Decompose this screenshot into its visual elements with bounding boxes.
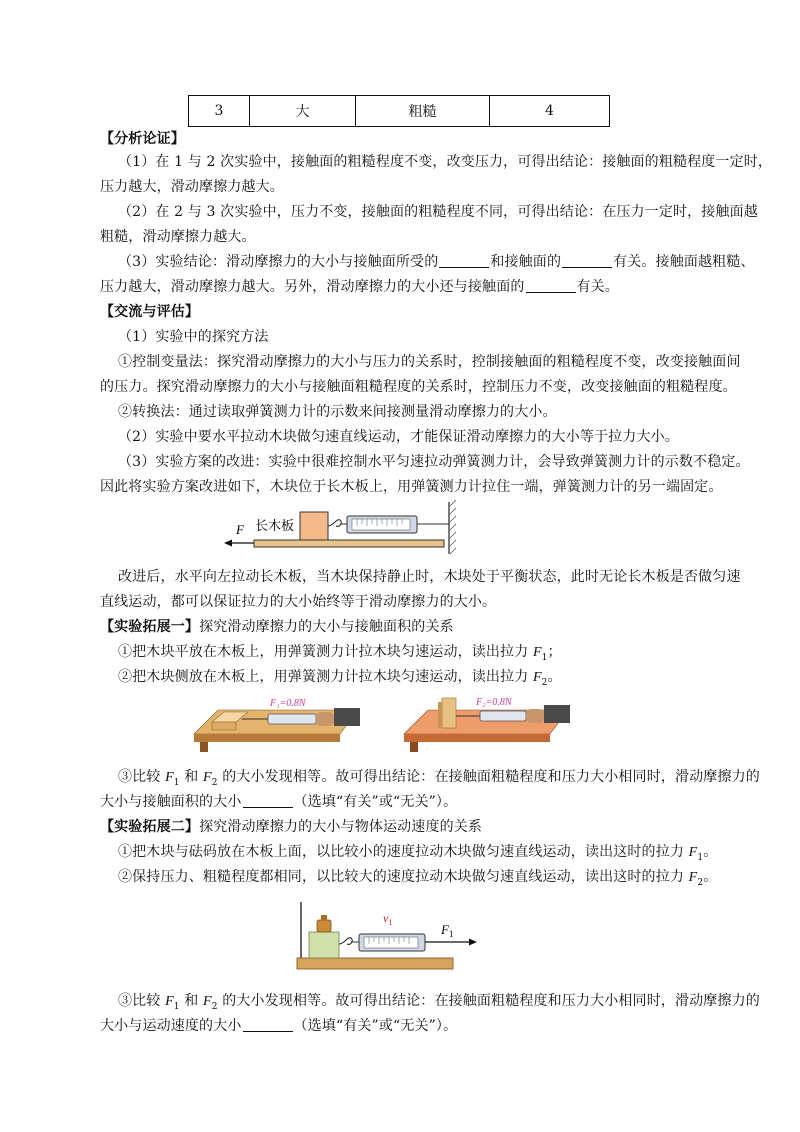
table-cell: 3	[189, 96, 250, 127]
board-label: 长木板	[255, 519, 295, 534]
subscript: 1	[173, 1001, 180, 1012]
variable: F	[532, 645, 542, 660]
variable: F	[165, 994, 174, 1009]
improved-apparatus-figure	[222, 498, 470, 558]
paragraph-line: （1）在 1 与 2 次实验中，接触面的粗糙程度不变，改变压力，可得出结论：接触面的粗糙程度一定时，	[118, 154, 773, 170]
paragraph-line	[118, 867, 717, 893]
text-span: 。	[703, 844, 718, 860]
paragraph-line: 改进后，水平向左拉动长木板，当木块保持静止时，木块处于平衡状态，此时无论长木板是否做匀速	[118, 569, 741, 585]
variable: F	[688, 845, 698, 860]
text-span: 大小与运动速度的大小	[100, 1018, 242, 1034]
paragraph-line	[100, 277, 619, 297]
variable: F	[532, 670, 542, 685]
paragraph-line	[100, 617, 454, 637]
hook-icon	[339, 938, 352, 945]
spring-scale	[480, 711, 526, 721]
paragraph-line: ②转换法：通过读取弹簧测力计的示数来间接测量滑动摩擦力的大小。	[118, 404, 557, 420]
paragraph-line: 因此将实验方案改进如下，木块位于长木板上，用弹簧测力计拉住一端，弹簧测力计的另一端固定。	[100, 479, 723, 495]
paragraph-line: 的压力。探究滑动摩擦力的大小与接触面粗糙程度的关系时，控制压力不变，改变接触面的粗糙程度。	[100, 379, 737, 395]
paragraph-line	[100, 817, 482, 837]
subscript: 1	[697, 852, 704, 863]
table-edge	[404, 734, 550, 742]
text-span: （选填“有关”或“无关”）。	[293, 1018, 458, 1034]
force-label: F	[236, 522, 244, 537]
wood-block	[309, 932, 339, 958]
table-edge	[194, 734, 340, 742]
hand	[526, 709, 544, 723]
table-cell: 4	[490, 96, 610, 127]
paragraph-line: ①控制变量法：探究滑动摩擦力的大小与压力的关系时，控制接触面的粗糙程度不变，改变接触面间	[118, 354, 741, 370]
hand	[316, 712, 334, 726]
answer-blank[interactable]	[439, 253, 489, 268]
text-span: 探究滑动摩擦力的大小与接触面积的关系	[199, 619, 454, 635]
text-span: ；	[547, 644, 562, 660]
paragraph-line	[100, 1016, 457, 1036]
table-cell: 粗糙	[356, 96, 490, 127]
text-span: 和接触面的	[490, 254, 562, 270]
text-span: 有关。接触面越粗糙、	[613, 254, 755, 270]
paragraph-line	[118, 991, 760, 1017]
sleeve	[544, 705, 570, 723]
text-span: ①把木块与砝码放在木板上面，以比较小的速度拉动木块做匀速直线运动，读出这时的拉力	[118, 844, 689, 860]
paragraph-line: 压力越大，滑动摩擦力越大。	[100, 179, 284, 195]
text-span: 和	[179, 769, 204, 785]
force-reading-label: F₁=0.8N	[270, 698, 306, 709]
subscript: 1	[541, 652, 548, 663]
wood-block	[300, 512, 328, 540]
table-cell: 大	[250, 96, 356, 127]
paragraph-line	[118, 767, 760, 793]
text-span: 大小与接触面积的大小	[100, 794, 242, 810]
answer-blank[interactable]	[562, 253, 612, 268]
text-span: （选填“有关”或“无关”）。	[293, 794, 458, 810]
paragraph-line: （1）实验中的探究方法	[118, 329, 269, 345]
arrow-head	[224, 540, 232, 547]
paragraph-line	[118, 252, 755, 272]
hook-icon	[328, 520, 341, 527]
table-row	[189, 96, 610, 127]
section-heading-extension-2: 【实验拓展二】	[100, 819, 200, 835]
text-span: 探究滑动摩擦力的大小与物体运动速度的关系	[199, 819, 483, 835]
text-span: 。	[547, 669, 562, 685]
board	[297, 958, 453, 969]
paragraph-line	[118, 667, 562, 693]
paragraph-line	[118, 842, 717, 868]
answer-blank[interactable]	[526, 278, 576, 293]
results-table	[188, 95, 610, 127]
text-span: 。	[703, 869, 718, 885]
paragraph-line: （3）实验方案的改进：实验中很难控制水平匀速拉动弹簧测力计，会导致弹簧测力计的示数不稳定。	[118, 454, 750, 470]
subscript: 2	[697, 877, 704, 888]
section-heading-evaluation: 【交流与评估】	[100, 304, 200, 320]
long-board	[254, 540, 444, 547]
text-span: ①把木块平放在木板上，用弹簧测力计拉木块匀速运动，读出拉力	[118, 644, 533, 660]
spring-scale	[268, 714, 316, 724]
paragraph-line: （2）实验中要水平拉动木块做匀速直线运动，才能保证滑动摩擦力的大小等于拉力大小。	[118, 429, 679, 445]
paragraph-line: 粗糙，滑动摩擦力越大。	[100, 229, 256, 245]
text-span: ②保持压力、粗糙程度都相同，以比较大的速度拉动木块做匀速直线运动，读出这时的拉力	[118, 869, 689, 885]
text-span: 的大小发现相等。故可得出结论：在接触面粗糙程度和压力大小相同时，滑动摩擦力的	[217, 769, 760, 785]
velocity-label: $v_1$	[383, 911, 393, 927]
weight-icon	[317, 920, 331, 932]
answer-blank[interactable]	[243, 793, 293, 808]
text-span: 的大小发现相等。故可得出结论：在接触面粗糙程度和压力大小相同时，滑动摩擦力的	[217, 993, 760, 1009]
section-heading-analysis: 【分析论证】	[100, 131, 185, 147]
subscript: 2	[541, 677, 548, 688]
variable: F	[688, 870, 698, 885]
paragraph-line	[100, 792, 457, 812]
side-block-photo	[400, 692, 570, 752]
text-span: ②把木块侧放在木板上，用弹簧测力计拉木块匀速运动，读出拉力	[118, 669, 533, 685]
arrow-head	[469, 939, 477, 946]
sleeve	[334, 708, 360, 726]
subscript: 2	[211, 1001, 218, 1012]
force-reading-label: F₂=0.8N	[476, 697, 512, 708]
text-span: 压力越大，滑动摩擦力越大。另外，滑动摩擦力的大小还与接触面的	[100, 279, 525, 295]
text-span: ③比较	[118, 993, 166, 1009]
text-span: 和	[179, 993, 204, 1009]
paragraph-line: （2）在 2 与 3 次实验中，压力不变，接触面的粗糙程度不同，可得出结论：在压力一定时，接触面越	[118, 204, 758, 220]
paragraph-line: 直线运动，都可以保证拉力的大小始终等于滑动摩擦力的大小。	[100, 594, 497, 610]
text-span: （3）实验结论：滑动摩擦力的大小与接触面所受的	[118, 254, 439, 270]
text-span: 有关。	[576, 279, 619, 295]
variable: F	[165, 770, 174, 785]
section-heading-extension-1: 【实验拓展一】	[100, 619, 200, 635]
paragraph-line	[118, 642, 562, 668]
answer-blank[interactable]	[243, 1017, 293, 1032]
variable: F	[203, 770, 212, 785]
variable: F	[203, 994, 212, 1009]
velocity-apparatus-figure	[293, 898, 483, 973]
text-span: ③比较	[118, 769, 166, 785]
subscript: 2	[211, 777, 218, 788]
subscript: 1	[173, 777, 180, 788]
flat-block-photo	[190, 692, 360, 752]
wood-block	[442, 698, 456, 728]
force-label: $F_1$	[441, 922, 454, 939]
